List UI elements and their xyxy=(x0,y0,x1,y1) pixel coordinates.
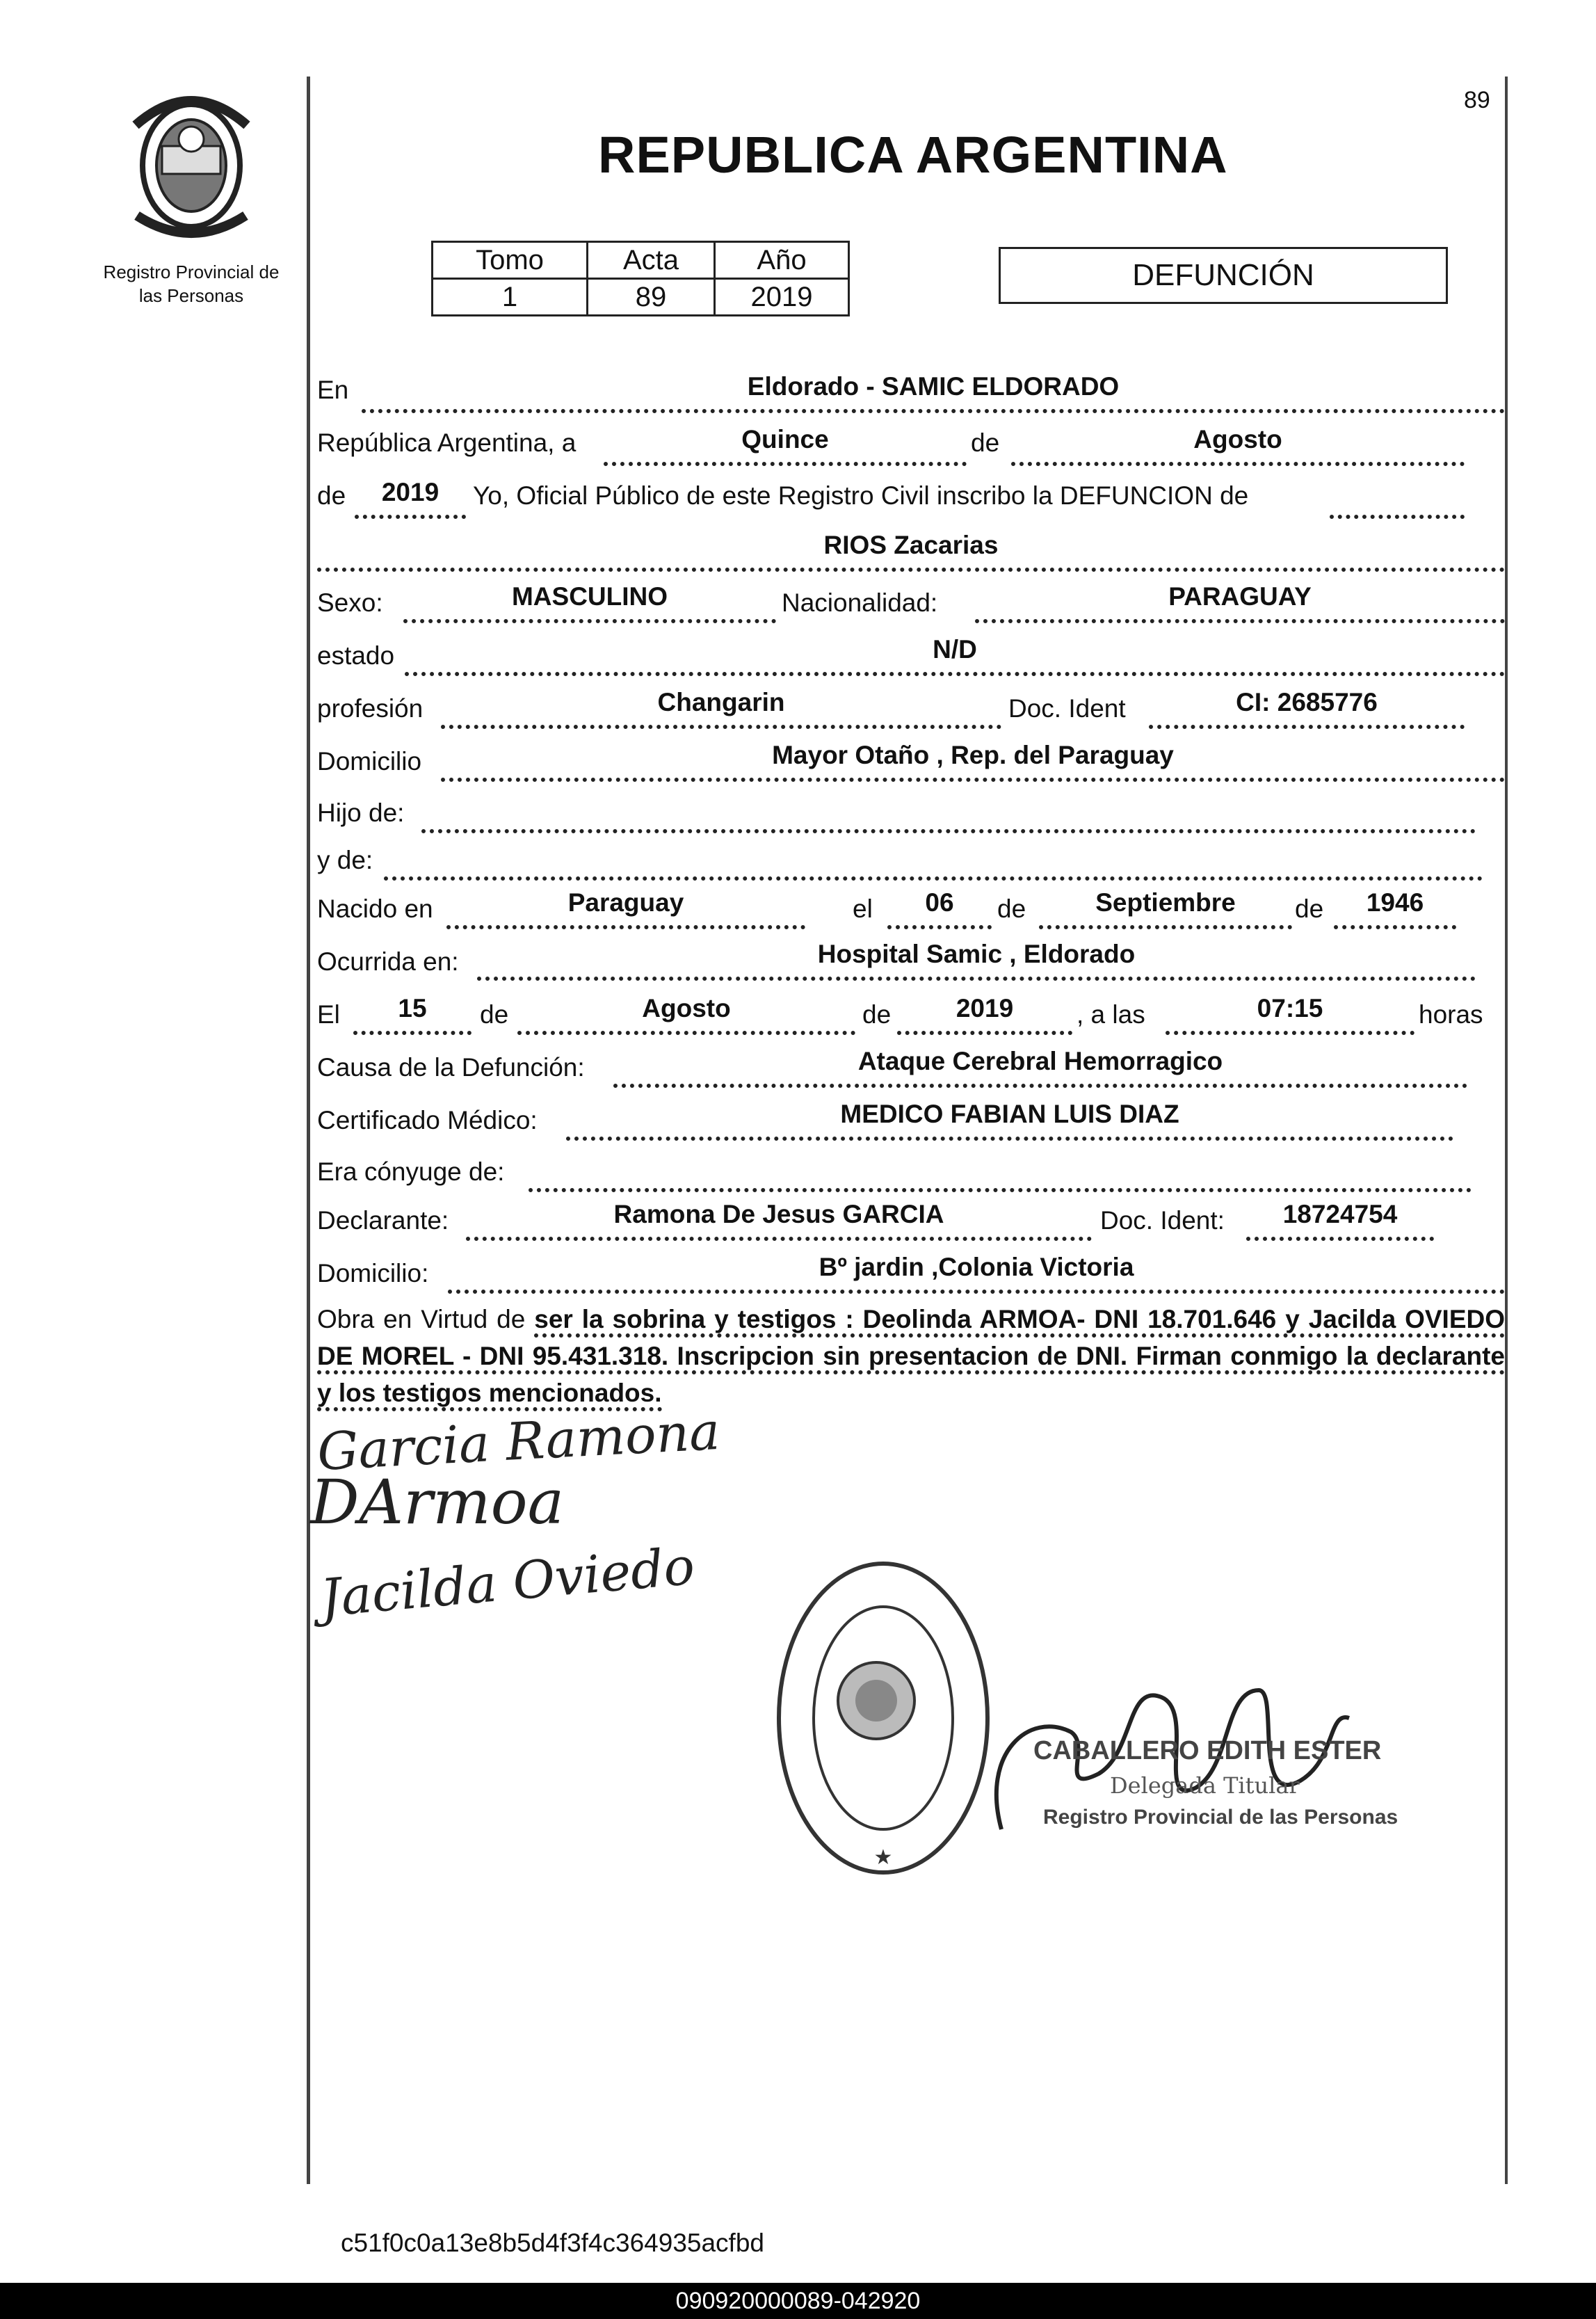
signature-garcia: Garcia Ramona xyxy=(316,1401,722,1483)
left-margin-line xyxy=(307,77,310,2184)
causa-value: Ataque Cerebral Hemorragico xyxy=(613,1043,1467,1088)
conyuge-label: Era cónyuge de: xyxy=(317,1157,505,1186)
anio-field: 2019 xyxy=(355,474,466,519)
domicilio-value: Mayor Otaño , Rep. del Paraguay xyxy=(441,737,1505,782)
ocurrida-label: Ocurrida en: xyxy=(317,947,459,976)
nacionalidad-value: PARAGUAY xyxy=(975,579,1505,623)
horas-label: horas xyxy=(1419,1000,1483,1029)
certificado-value: MEDICO FABIAN LUIS DIAZ xyxy=(566,1096,1453,1141)
def-mes: Agosto xyxy=(517,990,855,1035)
yde-line xyxy=(384,836,1483,881)
yde-label: y de: xyxy=(317,846,373,874)
de-label-2: de xyxy=(317,481,346,510)
nac-anio: 1946 xyxy=(1334,885,1456,929)
tomo-value: 1 xyxy=(433,279,588,316)
en-label: En xyxy=(317,376,349,404)
right-margin-line xyxy=(1505,77,1508,2184)
tomo-header: Tomo xyxy=(433,242,588,279)
dia-value: Quince xyxy=(604,422,967,466)
ocurrida-value: Hospital Samic , Eldorado xyxy=(477,936,1476,981)
footer-code: 090920000089-042920 xyxy=(675,2288,921,2314)
def-hora: 07:15 xyxy=(1166,990,1414,1035)
registry-line-2: las Personas xyxy=(138,285,244,306)
record-type: DEFUNCIÓN xyxy=(1132,258,1314,292)
conyuge-line xyxy=(529,1148,1472,1192)
acta-value: 89 xyxy=(588,279,715,316)
yo-trailing-line xyxy=(1330,474,1465,519)
alas-label: , a las xyxy=(1077,1000,1145,1029)
official-name: CABALLERO EDITH ESTER xyxy=(1033,1736,1382,1765)
nacido-value: Paraguay xyxy=(446,885,805,929)
certificado-label: Certificado Médico: xyxy=(317,1106,538,1134)
doc-label: Doc. Ident xyxy=(1008,694,1126,723)
de-label-3: de xyxy=(997,894,1026,923)
republica-label: República Argentina, a xyxy=(317,428,577,457)
hijo-line xyxy=(421,789,1476,833)
anio-value: 2019 xyxy=(715,279,849,316)
registry-name xyxy=(76,260,306,307)
nacionalidad-label: Nacionalidad: xyxy=(782,588,938,617)
doc-value: CI: 2685776 xyxy=(1149,684,1465,729)
obra-label: Obra en Virtud de xyxy=(317,1305,526,1333)
def-anio: 2019 xyxy=(897,990,1072,1035)
registry-stamp xyxy=(772,1558,994,1878)
el-label: el xyxy=(853,894,873,923)
de-label-5: de xyxy=(480,1000,509,1029)
de-label-6: de xyxy=(862,1000,892,1029)
obra-value: ser la sobrina y testigos : Deolinda ARMOA- DNI 18.701.646 y Jacilda OVIEDO DE MOREL - DNI 95.431.318. Inscripcion sin presentacion de DNI. Firman conmigo la declarante y los testigos mencionados. xyxy=(317,1305,1505,1411)
page-title: REPUBLICA ARGENTINA xyxy=(598,126,1228,184)
decl-doc-value: 18724754 xyxy=(1246,1196,1434,1241)
nac-mes: Septiembre xyxy=(1039,885,1292,929)
official-office: Registro Provincial de las Personas xyxy=(1043,1806,1398,1829)
record-table xyxy=(431,241,850,316)
en-value: Eldorado - SAMIC ELDORADO xyxy=(362,369,1505,413)
declarante-value: Ramona De Jesus GARCIA xyxy=(466,1196,1092,1241)
signature-armoa: DArmoa xyxy=(310,1466,565,1538)
province-seal xyxy=(122,83,261,243)
yo-text: Yo, Oficial Público de este Registro Civil inscribo la DEFUNCION de xyxy=(473,481,1249,510)
registry-line-1: Registro Provincial de xyxy=(103,262,280,282)
profesion-label: profesión xyxy=(317,694,424,723)
nac-dia: 06 xyxy=(887,885,992,929)
domicilio-label: Domicilio xyxy=(317,747,422,776)
nombre-value: RIOS Zacarias xyxy=(317,527,1505,572)
def-dia: 15 xyxy=(353,990,471,1035)
nacido-label: Nacido en xyxy=(317,894,433,923)
obra-paragraph xyxy=(317,1301,1505,1411)
declarante-label: Declarante: xyxy=(317,1206,449,1235)
record-type-box xyxy=(999,247,1448,304)
de-label-1: de xyxy=(971,428,1000,457)
page-number: 89 xyxy=(1464,87,1490,113)
decl-domicilio-label: Domicilio: xyxy=(317,1259,429,1287)
acta-header: Acta xyxy=(588,242,715,279)
decl-domicilio-value: Bº jardin ,Colonia Victoria xyxy=(448,1249,1505,1294)
profesion-value: Changarin xyxy=(441,684,1001,729)
anio-header: Año xyxy=(715,242,849,279)
causa-label: Causa de la Defunción: xyxy=(317,1053,585,1082)
footer-bar xyxy=(0,2283,1596,2319)
el2-label: El xyxy=(317,1000,340,1029)
svg-text:★: ★ xyxy=(873,1846,893,1869)
mes-value: Agosto xyxy=(1011,422,1465,466)
sexo-label: Sexo: xyxy=(317,588,383,617)
decl-doc-label: Doc. Ident: xyxy=(1100,1206,1225,1235)
signature-oviedo: Jacilda Oviedo xyxy=(318,1536,698,1629)
document-hash: c51f0c0a13e8b5d4f3f4c364935acfbd xyxy=(341,2229,764,2257)
hijo-label: Hijo de: xyxy=(317,799,405,827)
official-role: Delegada Titular xyxy=(1110,1772,1300,1799)
estado-value: N/D xyxy=(405,632,1505,676)
estado-label: estado xyxy=(317,641,395,670)
sexo-value: MASCULINO xyxy=(403,579,776,623)
de-label-4: de xyxy=(1295,894,1324,923)
